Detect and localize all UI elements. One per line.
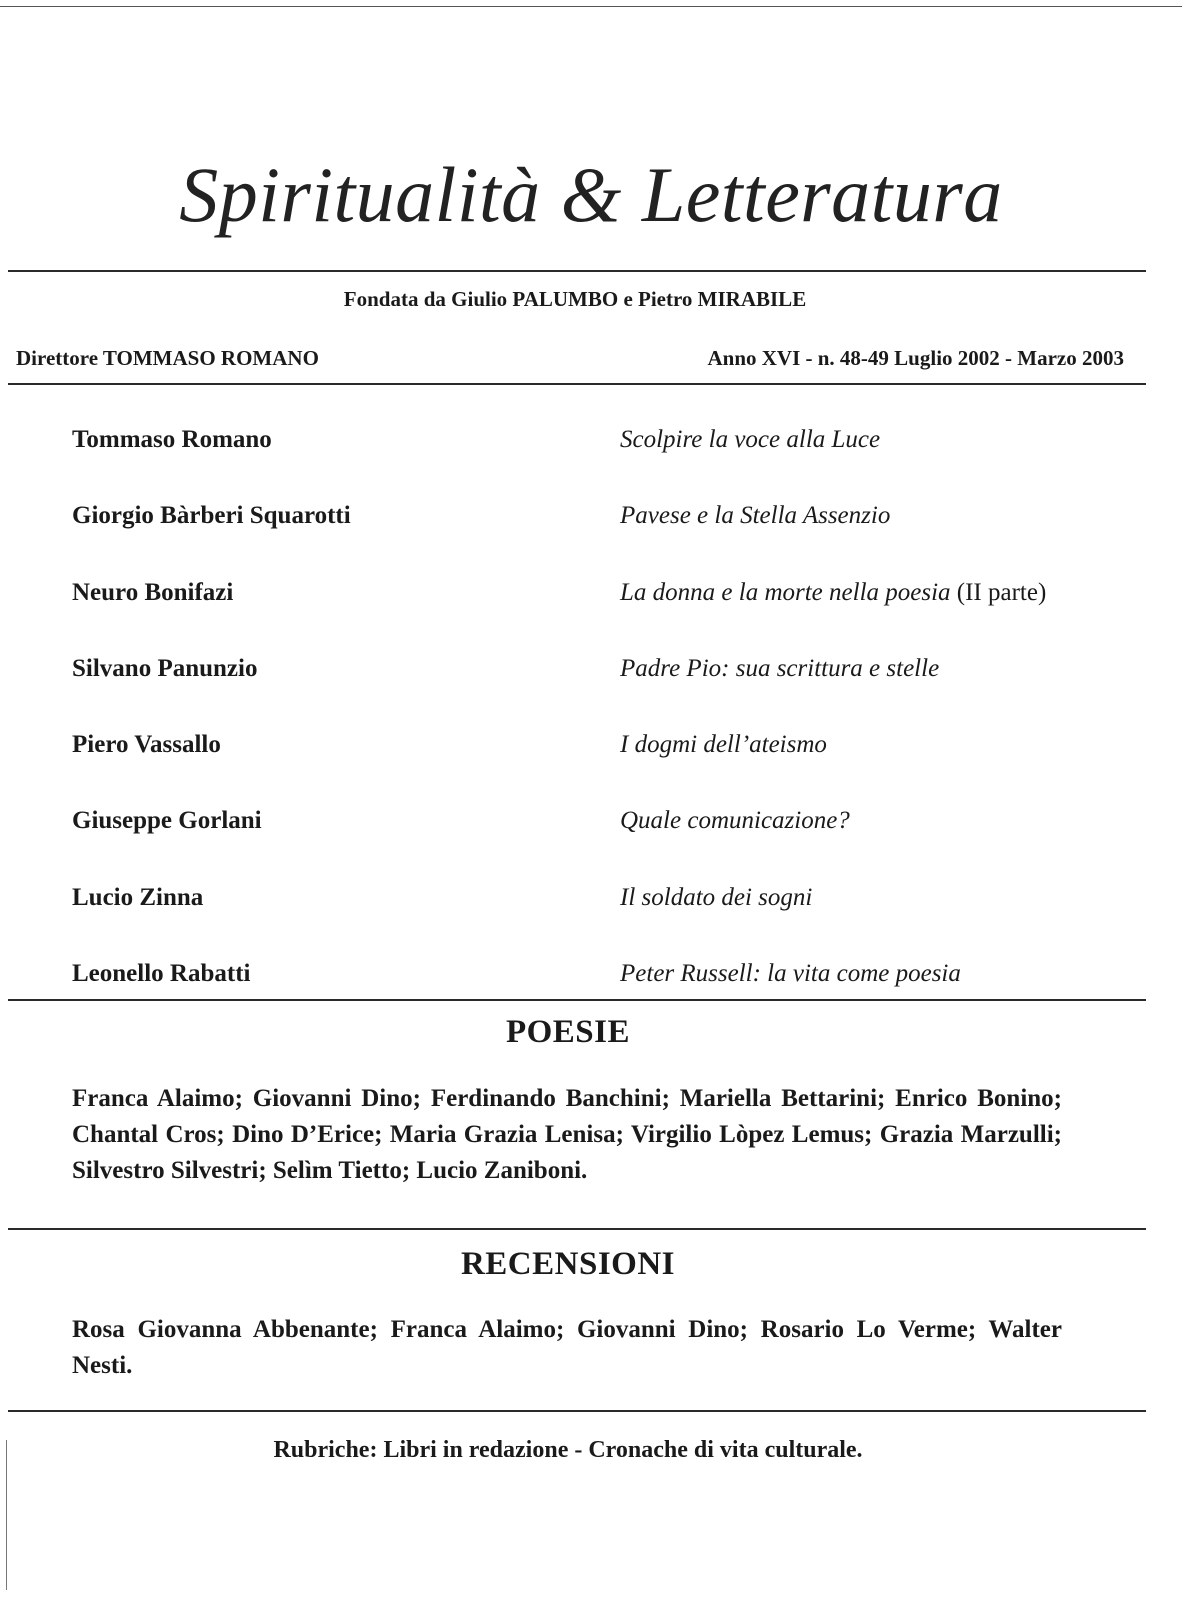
toc-article-title: La donna e la morte nella poesia (II parte)	[620, 578, 1047, 606]
issue-line: Anno XVI - n. 48-49 Luglio 2002 - Marzo 2003	[707, 346, 1124, 370]
journal-title: Spiritualità & Letteratura	[179, 151, 1003, 238]
toc-article-title: Scolpire la voce alla Luce	[620, 426, 881, 453]
toc-row	[0, 723, 1182, 799]
toc-author: Leonello Rabatti	[72, 960, 251, 988]
toc-article-title: Padre Pio: sua scrittura e stelle	[620, 654, 940, 682]
divider-above-recensioni	[8, 1228, 1146, 1230]
divider-below-masthead	[8, 383, 1146, 385]
recensioni-authors: Rosa Giovanna Abbenante; Franca Alaimo; Giovanni Dino; Rosario Lo Verme; Walter Nesti.	[72, 1316, 1062, 1379]
toc-row	[0, 494, 1182, 570]
recensioni-heading: RECENSIONI	[460, 1246, 676, 1282]
toc-author: Piero Vassallo	[72, 731, 221, 759]
toc-author: Giuseppe Gorlani	[72, 807, 262, 835]
top-border	[0, 6, 1182, 7]
toc-author: Giorgio Bàrberi Squarotti	[72, 502, 351, 530]
toc-article-title: Peter Russell: la vita come poesia	[620, 960, 961, 988]
scan-edge	[6, 1440, 7, 1590]
rubriche-line: Rubriche: Libri in redazione - Cronache di vita culturale.	[273, 1437, 863, 1463]
toc-row	[0, 647, 1182, 723]
director-line: Direttore TOMMASO ROMANO	[16, 346, 319, 370]
poesie-heading: POESIE	[505, 1014, 631, 1050]
divider-below-title	[8, 270, 1146, 272]
toc-row	[0, 799, 1182, 875]
toc-author: Silvano Panunzio	[72, 654, 258, 682]
toc-author: Neuro Bonifazi	[72, 578, 234, 606]
poesie-authors: Franca Alaimo; Giovanni Dino; Ferdinando Banchini; Mariella Bettarini; Enrico Bonino; Chantal Cros; Dino D’Erice; Maria Grazia Lenisa; Virgilio Lòpez Lemus; Grazia Marzulli; Silvestro Silvestri; Selìm Tietto; Lucio Zaniboni.	[72, 1085, 1062, 1184]
toc-article-title: Pavese e la Stella Assenzio	[620, 502, 891, 530]
toc-article-title: Quale comunicazione?	[620, 807, 850, 835]
divider-above-rubriche	[8, 1410, 1146, 1412]
toc-author: Lucio Zinna	[72, 883, 204, 911]
toc-article-note: (II parte)	[950, 578, 1047, 606]
toc-row	[0, 571, 1182, 647]
toc-row	[0, 418, 1182, 494]
toc-row	[0, 876, 1182, 952]
divider-above-poesie	[8, 999, 1146, 1001]
toc-article-title: Il soldato dei sogni	[620, 883, 813, 911]
toc-author: Tommaso Romano	[72, 426, 272, 453]
founders-line: Fondata da Giulio PALUMBO e Pietro MIRABILE	[343, 287, 807, 311]
toc-article-title: I dogmi dell’ateismo	[620, 731, 827, 759]
table-of-contents	[0, 418, 1182, 1028]
